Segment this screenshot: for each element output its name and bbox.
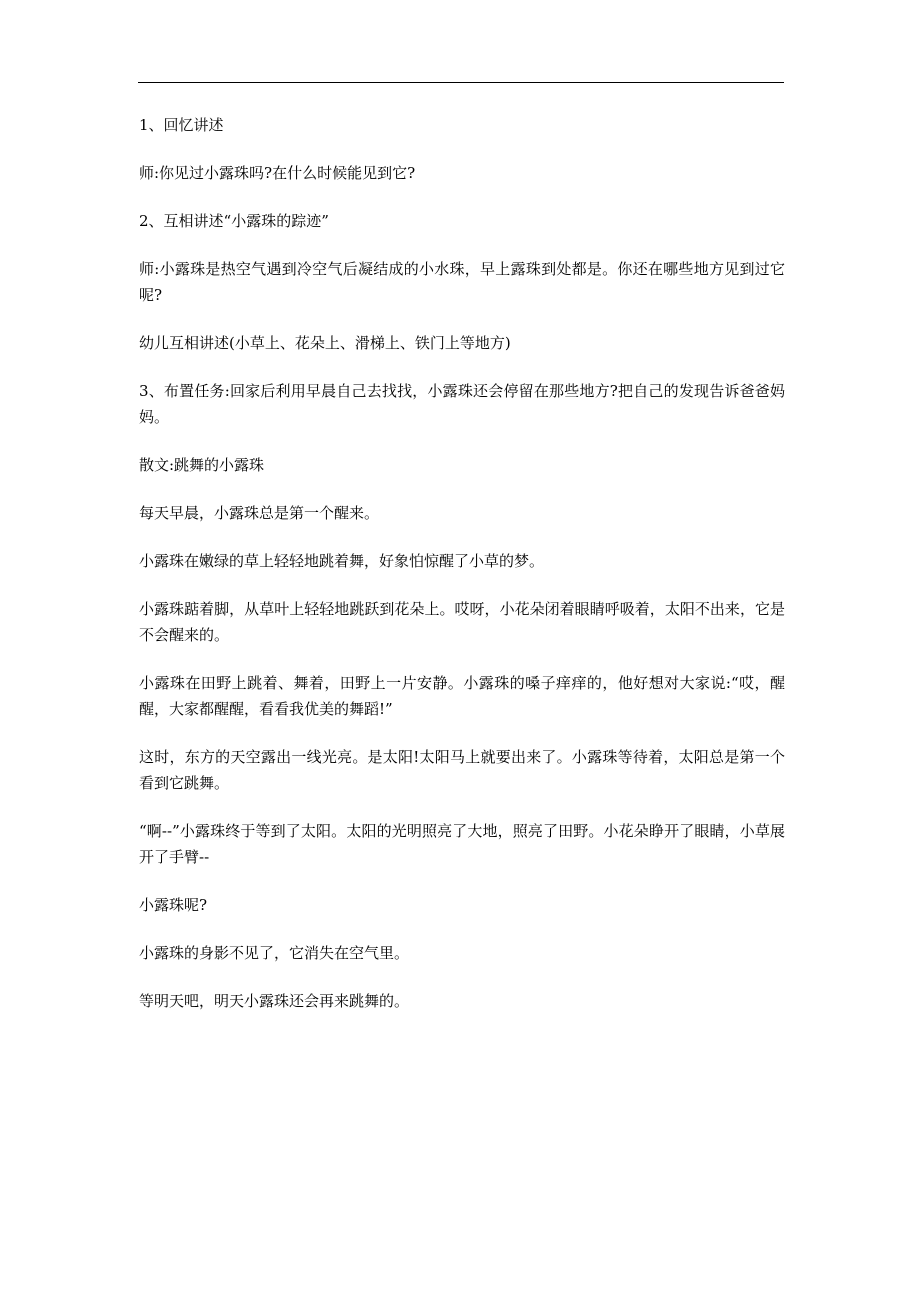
prose-paragraph: 这时，东方的天空露出一线光亮。是太阳!太阳马上就要出来了。小露珠等待着，太阳总是第一个看到它跳舞。 xyxy=(139,748,785,792)
children-discussion: 幼儿互相讲述(小草上、花朵上、滑梯上、铁门上等地方) xyxy=(139,334,511,352)
prose-paragraph: “啊--”小露珠终于等到了太阳。太阳的光明照亮了大地，照亮了田野。小花朵睁开了眼睛，小草展开了手臂-- xyxy=(139,822,785,866)
prose-paragraph: 每天早晨，小露珠总是第一个醒来。 xyxy=(139,504,380,522)
prose-paragraph: 小露珠的身影不见了，它消失在空气里。 xyxy=(139,944,410,962)
section-heading-share: 2、互相讲述“小露珠的踪迹” xyxy=(139,212,329,230)
prose-paragraph: 小露珠踮着脚，从草叶上轻轻地跳跃到花朵上。哎呀，小花朵闭着眼睛呼吸着，太阳不出来，它是不会醒来的。 xyxy=(139,600,785,644)
prose-paragraph: 小露珠在嫩绿的草上轻轻地跳着舞，好象怕惊醒了小草的梦。 xyxy=(139,552,545,570)
teacher-question: 师:你见过小露珠吗?在什么时候能见到它? xyxy=(139,164,416,182)
teacher-explanation: 师:小露珠是热空气遇到冷空气后凝结成的小水珠，早上露珠到处都是。你还在哪些地方见到过它呢? xyxy=(139,260,785,304)
prose-paragraph: 等明天吧，明天小露珠还会再来跳舞的。 xyxy=(139,992,410,1010)
prose-paragraph: 小露珠在田野上跳着、舞着，田野上一片安静。小露珠的嗓子痒痒的，他好想对大家说:“哎，醒醒，大家都醒醒，看看我优美的舞蹈!” xyxy=(139,674,785,718)
prose-paragraph: 小露珠呢? xyxy=(139,896,208,914)
section-heading-task: 3、布置任务:回家后利用早晨自己去找找，小露珠还会停留在那些地方?把自己的发现告诉爸爸妈妈。 xyxy=(139,382,785,426)
header-rule xyxy=(138,82,784,83)
prose-title: 散文:跳舞的小露珠 xyxy=(139,456,265,474)
section-heading-recall: 1、回忆讲述 xyxy=(139,116,224,134)
document-body xyxy=(139,112,785,1014)
